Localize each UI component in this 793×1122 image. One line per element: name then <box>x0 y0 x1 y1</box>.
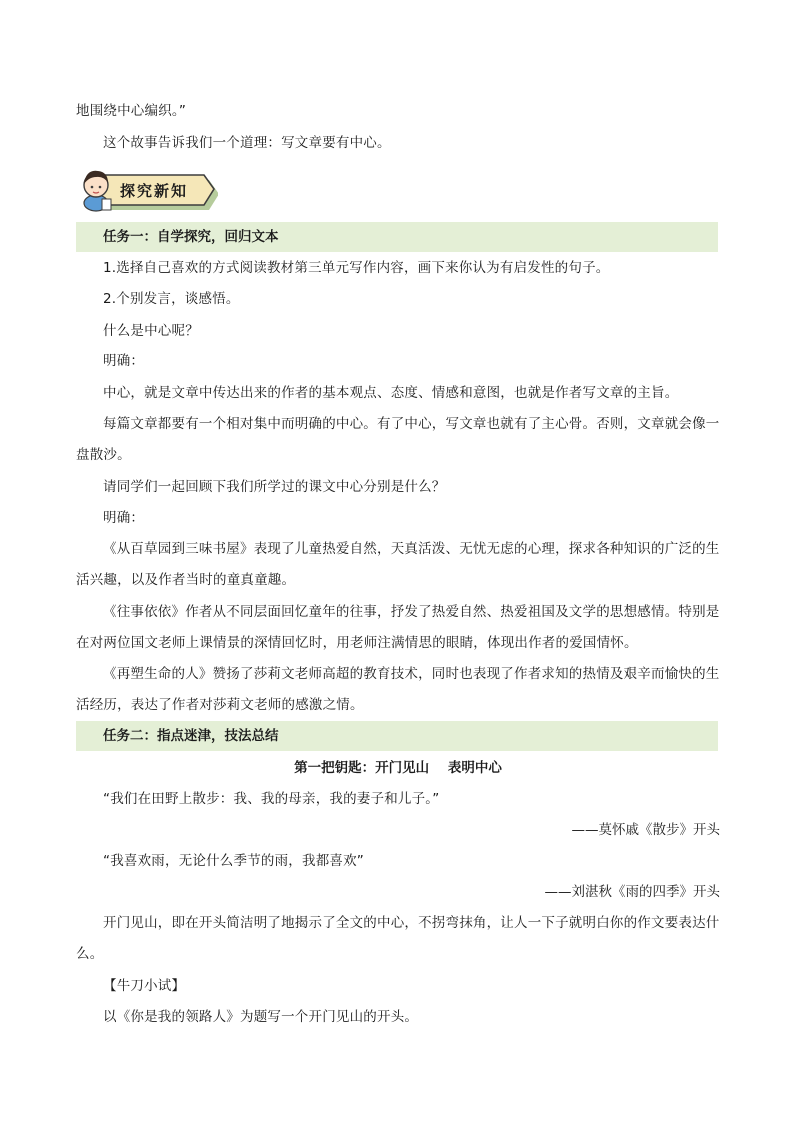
task-1-item-2: 2.个别发言，谈感悟。 <box>103 291 240 307</box>
intro-line-2: 这个故事告诉我们一个道理：写文章要有中心。 <box>103 135 391 151</box>
explanation: 开门见山，即在开头简洁明了地揭示了全文的中心，不拐弯抹角，让人一下子就明白你的作文要表达什么。 <box>76 915 720 962</box>
banner-title: 探究新知 <box>120 182 189 200</box>
definition-1: 中心，就是文章中传达出来的作者的基本观点、态度、情感和意图，也就是作者写文章的主旨。 <box>103 385 679 401</box>
text-center-2: 《往事依依》作者从不同层面回忆童年的往事，抒发了热爱自然、热爱祖国及文学的思想感情。特别是在对两位国文老师上课情景的深情回忆时，用老师注满情思的眼睛，体现出作者的爱国情怀。 <box>76 604 720 651</box>
clarify-label-2: 明确： <box>103 510 145 526</box>
text-center-1: 《从百草园到三味书屋》表现了儿童热爱自然，天真活泼、无忧无虑的心理，探求各种知识的广泛的生活兴趣，以及作者当时的童真童趣。 <box>76 541 720 588</box>
practice-label: 【牛刀小试】 <box>103 978 186 994</box>
task-1-header: 任务一：自学探究，回归文本 <box>76 222 718 252</box>
section-banner <box>78 165 218 215</box>
quote-1-source: ——莫怀戚《散步》开头 <box>571 822 720 838</box>
question-2: 请同学们一起回顾下我们所学过的课文中心分别是什么？ <box>103 479 446 495</box>
practice-prompt: 以《你是我的领路人》为题写一个开门见山的开头。 <box>103 1009 419 1025</box>
clarify-label-1: 明确： <box>103 353 145 369</box>
definition-2: 每篇文章都要有一个相对集中而明确的中心。有了中心，写文章也就有了主心骨。否则，文章就会像一盘散沙。 <box>76 416 720 463</box>
key-title: 第一把钥匙：开门见山 表明中心 <box>294 760 502 776</box>
question-1: 什么是中心呢？ <box>103 323 199 339</box>
task-2-header: 任务二：指点迷津，技法总结 <box>76 721 718 751</box>
task-1-item-1: 1.选择自己喜欢的方式阅读教材第三单元写作内容，画下来你认为有启发性的句子。 <box>103 260 610 276</box>
quote-1: “我们在田野上散步：我、我的母亲，我的妻子和儿子。” <box>103 791 440 807</box>
text-center-3: 《再塑生命的人》赞扬了莎莉文老师高超的教育技术，同时也表现了作者求知的热情及艰辛而愉快的生活经历，表达了作者对莎莉文老师的感激之情。 <box>76 666 720 713</box>
quote-2-source: ——刘湛秋《雨的四季》开头 <box>544 884 720 900</box>
intro-line-1: 地围绕中心编织。” <box>76 103 187 119</box>
quote-2: “我喜欢雨，无论什么季节的雨，我都喜欢” <box>103 853 364 869</box>
